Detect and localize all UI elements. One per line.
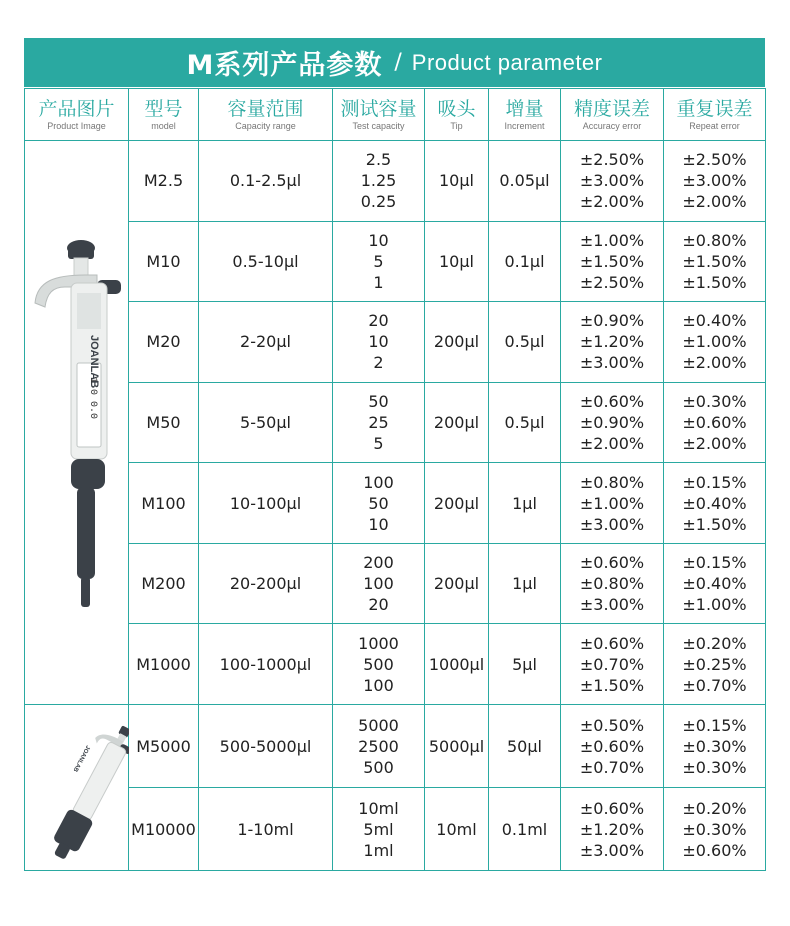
repeat-error-cell <box>664 463 766 544</box>
repeat-value: ±0.20% <box>682 633 747 653</box>
repeat-value: ±0.15% <box>682 553 747 573</box>
increment-cell: 5μl <box>489 624 561 705</box>
repeat-value: ±2.00% <box>682 433 747 453</box>
repeat-value: ±0.60% <box>682 840 747 860</box>
capacity-range-cell: 5-50μl <box>199 382 333 463</box>
test-capacity-cell <box>333 705 425 788</box>
pipette-image-small <box>25 705 129 865</box>
test-capacity-value: 20 <box>368 595 389 615</box>
title-bar <box>24 38 765 87</box>
tip-cell: 10μl <box>425 221 489 302</box>
accuracy-value: ±3.00% <box>579 595 645 615</box>
header-label-cn: 产品图片 <box>38 97 115 120</box>
accuracy-value: ±1.50% <box>579 675 645 695</box>
accuracy-value: ±0.60% <box>579 391 645 411</box>
header-label-cn: 重复误差 <box>676 97 753 120</box>
repeat-value: ±1.50% <box>682 514 747 534</box>
accuracy-error-cell <box>561 788 664 871</box>
header-accuracy-error <box>561 89 664 141</box>
repeat-error-cell <box>664 141 766 222</box>
accuracy-value: ±0.80% <box>579 472 645 492</box>
repeat-value: ±3.00% <box>682 171 747 191</box>
accuracy-value: ±0.70% <box>579 654 645 674</box>
pipette-display-label: 1 0 0.0 <box>87 377 98 420</box>
repeat-value: ±0.15% <box>682 472 747 492</box>
test-capacity-value: 10 <box>368 514 389 534</box>
repeat-value: ±1.00% <box>682 595 747 615</box>
accuracy-error-cell <box>561 382 664 463</box>
accuracy-error-cell <box>561 141 664 222</box>
test-capacity-cell <box>333 302 425 383</box>
product-image-cell <box>25 141 129 705</box>
test-capacity-value: 2 <box>373 353 384 373</box>
header-label-cn: 型号 <box>144 97 183 120</box>
pipette-brand-label: JOANLAB <box>88 335 100 389</box>
test-capacity-cell <box>333 221 425 302</box>
capacity-range-cell: 1-10ml <box>199 788 333 871</box>
repeat-error-cell <box>664 382 766 463</box>
capacity-range-cell: 2-20μl <box>199 302 333 383</box>
repeat-error-cell <box>664 302 766 383</box>
model-cell: M2.5 <box>129 141 199 222</box>
increment-cell: 0.1μl <box>489 221 561 302</box>
accuracy-value: ±3.00% <box>579 353 645 373</box>
accuracy-error-cell <box>561 543 664 624</box>
header-row <box>25 89 766 141</box>
accuracy-value: ±2.50% <box>579 272 645 292</box>
accuracy-value: ±0.60% <box>579 736 645 756</box>
tip-cell: 200μl <box>425 302 489 383</box>
title-main: M系列产品参数 <box>186 50 383 81</box>
header-capacity-range <box>199 89 333 141</box>
title-separator: / <box>394 50 402 75</box>
repeat-error-cell <box>664 705 766 788</box>
repeat-value: ±2.00% <box>682 192 747 212</box>
repeat-value: ±0.30% <box>682 391 747 411</box>
increment-cell: 0.5μl <box>489 302 561 383</box>
table-row <box>25 788 766 871</box>
accuracy-value: ±3.00% <box>579 840 645 860</box>
tip-cell: 1000μl <box>425 624 489 705</box>
tip-cell: 10ml <box>425 788 489 871</box>
test-capacity-value: 2.5 <box>365 150 392 170</box>
accuracy-error-cell <box>561 302 664 383</box>
test-capacity-value: 1 <box>373 272 384 292</box>
accuracy-value: ±2.50% <box>579 150 645 170</box>
test-capacity-value: 5 <box>373 251 384 271</box>
repeat-value: ±0.30% <box>682 819 747 839</box>
model-cell: M5000 <box>129 705 199 788</box>
accuracy-value: ±2.00% <box>579 192 645 212</box>
repeat-value: ±0.30% <box>682 757 747 777</box>
accuracy-error-cell <box>561 463 664 544</box>
table-row <box>25 543 766 624</box>
test-capacity-cell <box>333 624 425 705</box>
test-capacity-value: 10ml <box>358 798 399 818</box>
accuracy-value: ±0.60% <box>579 798 645 818</box>
table-row <box>25 141 766 222</box>
test-capacity-value: 1ml <box>363 840 394 860</box>
header-label-en: Capacity range <box>235 120 296 131</box>
accuracy-value: ±3.00% <box>579 514 645 534</box>
test-capacity-value: 100 <box>363 574 394 594</box>
repeat-value: ±0.20% <box>682 798 747 818</box>
test-capacity-value: 1.25 <box>360 171 397 191</box>
tip-cell: 5000μl <box>425 705 489 788</box>
repeat-error-cell <box>664 543 766 624</box>
repeat-error-cell <box>664 788 766 871</box>
header-label-en: Test capacity <box>352 120 405 131</box>
test-capacity-cell <box>333 141 425 222</box>
header-label-en: Accuracy error <box>582 120 642 131</box>
test-capacity-value: 1000 <box>358 633 399 653</box>
header-label-en: Repeat error <box>689 120 740 131</box>
tip-cell: 200μl <box>425 382 489 463</box>
header-tip <box>425 89 489 141</box>
test-capacity-value: 50 <box>368 493 389 513</box>
test-capacity-value: 5000 <box>358 715 399 735</box>
header-label-cn: 精度误差 <box>573 97 650 120</box>
repeat-value: ±2.00% <box>682 353 747 373</box>
repeat-value: ±2.50% <box>682 150 747 170</box>
test-capacity-value: 5ml <box>363 819 394 839</box>
header-repeat-error <box>664 89 766 141</box>
test-capacity-cell <box>333 543 425 624</box>
increment-cell: 0.05μl <box>489 141 561 222</box>
header-label-en: model <box>151 120 176 131</box>
capacity-range-cell: 10-100μl <box>199 463 333 544</box>
capacity-range-cell: 0.1-2.5μl <box>199 141 333 222</box>
repeat-value: ±0.70% <box>682 675 747 695</box>
accuracy-error-cell <box>561 705 664 788</box>
model-cell: M1000 <box>129 624 199 705</box>
accuracy-value: ±0.70% <box>579 757 645 777</box>
table-row <box>25 463 766 544</box>
accuracy-value: ±1.20% <box>579 332 645 352</box>
capacity-range-cell: 20-200μl <box>199 543 333 624</box>
header-label-cn: 增量 <box>505 97 544 120</box>
increment-cell: 1μl <box>489 463 561 544</box>
repeat-value: ±0.60% <box>682 412 747 432</box>
test-capacity-value: 10 <box>368 230 389 250</box>
accuracy-value: ±1.00% <box>579 493 645 513</box>
capacity-range-cell: 500-5000μl <box>199 705 333 788</box>
pipette-icon <box>35 240 121 607</box>
table-row <box>25 382 766 463</box>
accuracy-value: ±1.50% <box>579 251 645 271</box>
test-capacity-value: 500 <box>363 757 394 777</box>
repeat-value: ±0.80% <box>682 230 747 250</box>
repeat-value: ±0.15% <box>682 715 747 735</box>
accuracy-value: ±3.00% <box>579 171 645 191</box>
test-capacity-value: 0.25 <box>360 192 397 212</box>
increment-cell: 1μl <box>489 543 561 624</box>
pipette-small-icon <box>38 717 129 864</box>
accuracy-value: ±0.90% <box>579 311 645 331</box>
model-cell: M10000 <box>129 788 199 871</box>
parameter-table <box>24 88 766 871</box>
accuracy-error-cell <box>561 221 664 302</box>
accuracy-value: ±1.00% <box>579 230 645 250</box>
table-row <box>25 221 766 302</box>
header-label-en: Product Image <box>47 120 106 131</box>
table-row <box>25 705 766 788</box>
test-capacity-cell <box>333 382 425 463</box>
accuracy-value: ±1.20% <box>579 819 645 839</box>
test-capacity-value: 10 <box>368 332 389 352</box>
accuracy-value: ±0.50% <box>579 715 645 735</box>
repeat-value: ±0.40% <box>682 311 747 331</box>
repeat-value: ±0.40% <box>682 574 747 594</box>
increment-cell: 0.1ml <box>489 788 561 871</box>
title-english: Product parameter <box>411 49 603 75</box>
repeat-value: ±1.00% <box>682 332 747 352</box>
test-capacity-cell <box>333 463 425 544</box>
header-product-image <box>25 89 129 141</box>
accuracy-value: ±0.90% <box>579 412 645 432</box>
tip-cell: 200μl <box>425 463 489 544</box>
accuracy-value: ±0.80% <box>579 574 645 594</box>
test-capacity-value: 5 <box>373 433 384 453</box>
tip-cell: 200μl <box>425 543 489 624</box>
header-label-en: Tip <box>450 120 463 131</box>
repeat-value: ±1.50% <box>682 272 747 292</box>
repeat-error-cell <box>664 624 766 705</box>
header-label-cn: 吸头 <box>437 97 476 120</box>
header-label-cn: 测试容量 <box>340 97 417 120</box>
model-cell: M50 <box>129 382 199 463</box>
increment-cell: 50μl <box>489 705 561 788</box>
model-cell: M100 <box>129 463 199 544</box>
test-capacity-value: 25 <box>368 412 389 432</box>
capacity-range-cell: 100-1000μl <box>199 624 333 705</box>
repeat-value: ±0.25% <box>682 654 747 674</box>
pipette-small-brand-label: JOANLAB <box>71 744 91 773</box>
test-capacity-value: 50 <box>368 391 389 411</box>
accuracy-value: ±2.00% <box>579 433 645 453</box>
pipette-image-large <box>25 141 129 699</box>
test-capacity-value: 500 <box>363 654 394 674</box>
repeat-value: ±1.50% <box>682 251 747 271</box>
capacity-range-cell: 0.5-10μl <box>199 221 333 302</box>
test-capacity-cell <box>333 788 425 871</box>
tip-cell: 10μl <box>425 141 489 222</box>
accuracy-value: ±0.60% <box>579 553 645 573</box>
model-cell: M10 <box>129 221 199 302</box>
increment-cell: 0.5μl <box>489 382 561 463</box>
repeat-error-cell <box>664 221 766 302</box>
test-capacity-value: 200 <box>363 553 394 573</box>
accuracy-value: ±0.60% <box>579 633 645 653</box>
test-capacity-value: 20 <box>368 311 389 331</box>
test-capacity-value: 100 <box>363 472 394 492</box>
header-increment <box>489 89 561 141</box>
repeat-value: ±0.30% <box>682 736 747 756</box>
header-model <box>129 89 199 141</box>
header-test-capacity <box>333 89 425 141</box>
model-cell: M20 <box>129 302 199 383</box>
header-label-cn: 容量范围 <box>227 97 304 120</box>
test-capacity-value: 100 <box>363 675 394 695</box>
accuracy-error-cell <box>561 624 664 705</box>
header-label-en: Increment <box>504 120 545 131</box>
repeat-value: ±0.40% <box>682 493 747 513</box>
product-image-cell <box>25 705 129 871</box>
test-capacity-value: 2500 <box>358 736 399 756</box>
table-row <box>25 302 766 383</box>
table-row <box>25 624 766 705</box>
model-cell: M200 <box>129 543 199 624</box>
